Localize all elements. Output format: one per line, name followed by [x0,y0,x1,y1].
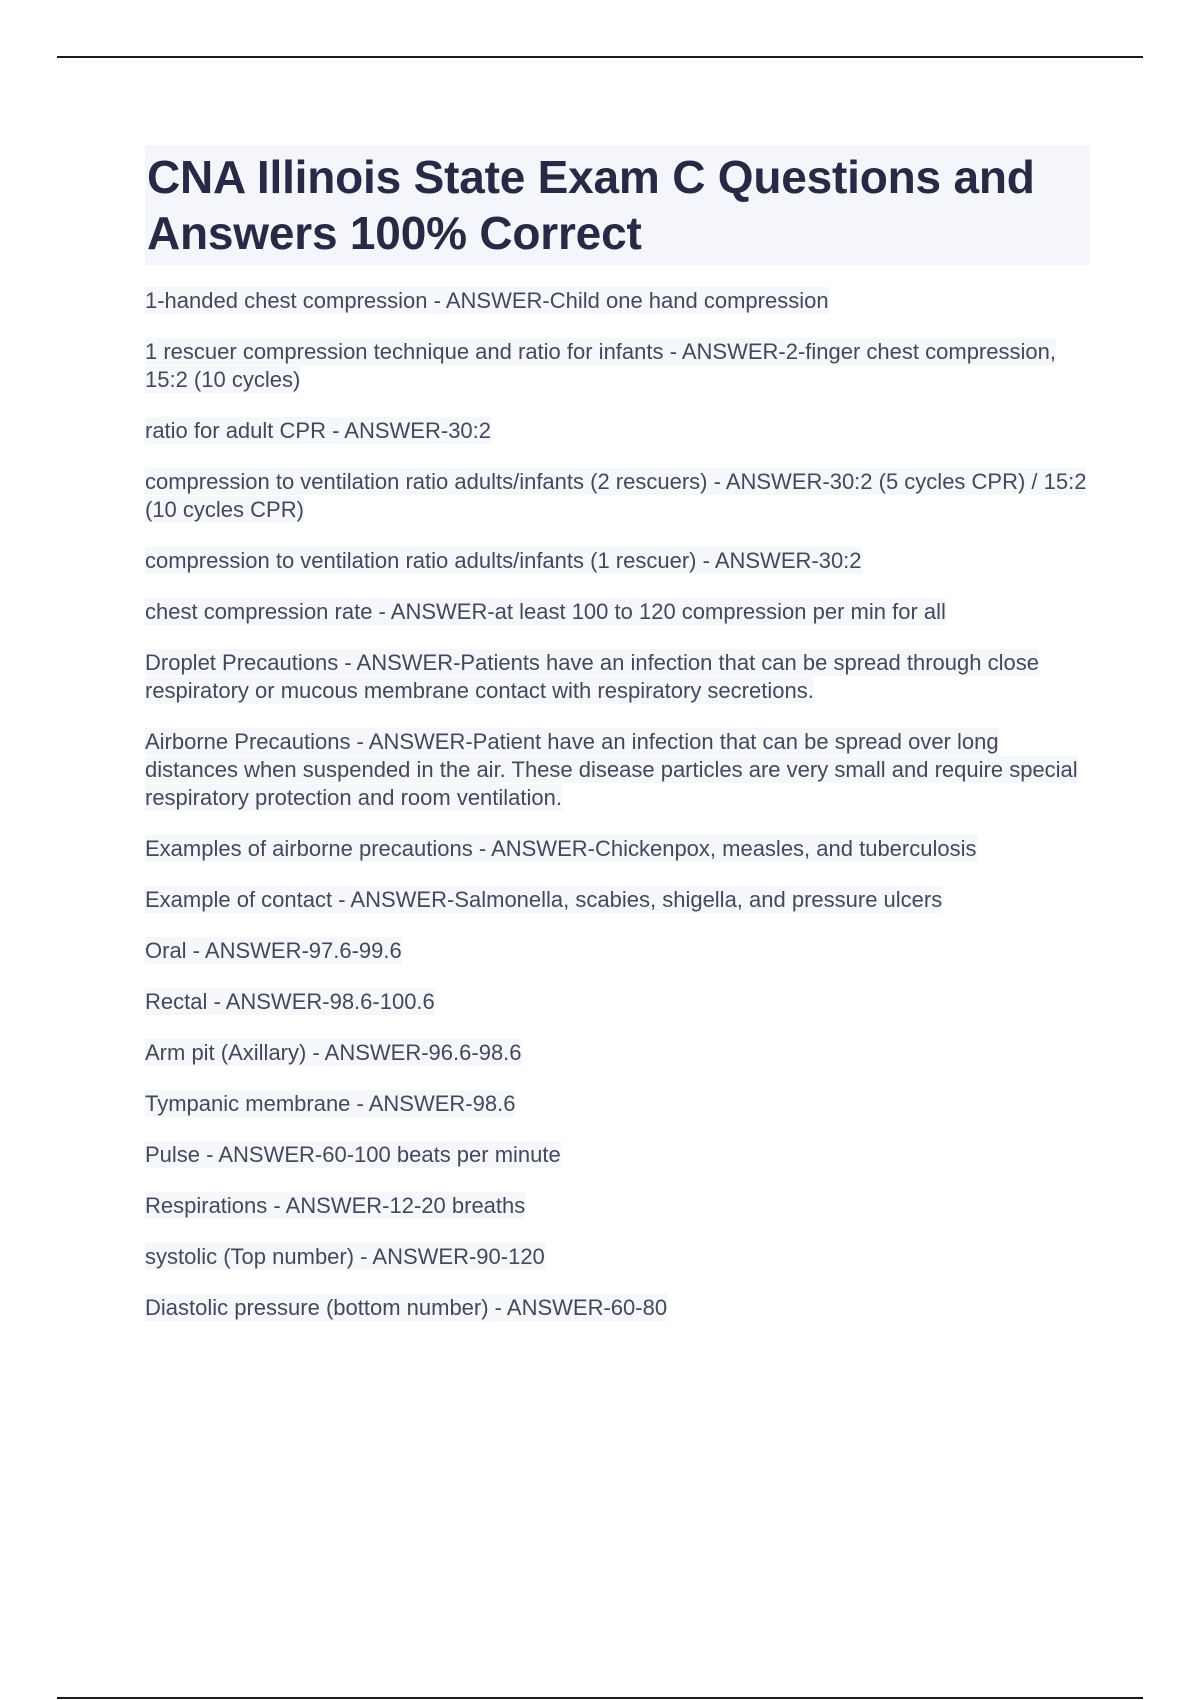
qa-item [145,937,1090,965]
qa-list [145,287,1090,1322]
qa-text: Respirations - ANSWER-12-20 breaths [145,1193,526,1218]
header-rule [57,56,1143,58]
qa-text: Oral - ANSWER-97.6-99.6 [145,938,402,963]
qa-item [145,468,1090,524]
footer-rule [57,1697,1143,1699]
qa-text: Examples of airborne precautions - ANSWER-Chickenpox, measles, and tuberculosis [145,836,977,861]
qa-text: Droplet Precautions - ANSWER-Patients have an infection that can be spread through close respiratory or mucous membrane contact with respiratory secretions. [145,650,1039,703]
document-page [145,145,1090,1345]
qa-item [145,835,1090,863]
qa-text: Arm pit (Axillary) - ANSWER-96.6-98.6 [145,1040,522,1065]
qa-text: Example of contact - ANSWER-Salmonella, scabies, shigella, and pressure ulcers [145,887,943,912]
qa-item [145,1141,1090,1169]
qa-text: Diastolic pressure (bottom number) - ANSWER-60-80 [145,1295,668,1320]
qa-text: Tympanic membrane - ANSWER-98.6 [145,1091,516,1116]
qa-item [145,988,1090,1016]
qa-text: 1 rescuer compression technique and ratio for infants - ANSWER-2-finger chest compression, 15:2 (10 cycles) [145,339,1056,392]
qa-item [145,728,1090,812]
qa-item [145,649,1090,705]
qa-item [145,287,1090,315]
qa-item [145,338,1090,394]
qa-text: Airborne Precautions - ANSWER-Patient have an infection that can be spread over long distances when suspended in the air. These disease particles are very small and require special respiratory protection and room ventilation. [145,729,1078,810]
qa-text: compression to ventilation ratio adults/infants (1 rescuer) - ANSWER-30:2 [145,548,862,573]
qa-text: systolic (Top number) - ANSWER-90-120 [145,1244,545,1269]
qa-text: Pulse - ANSWER-60-100 beats per minute [145,1142,561,1167]
document-title: CNA Illinois State Exam C Questions and Answers 100% Correct [145,145,1090,265]
qa-item [145,417,1090,445]
qa-text: 1-handed chest compression - ANSWER-Child one hand compression [145,288,829,313]
qa-item [145,1090,1090,1118]
qa-text: compression to ventilation ratio adults/infants (2 rescuers) - ANSWER-30:2 (5 cycles CPR) / 15:2 (10 cycles CPR) [145,469,1087,522]
qa-item [145,547,1090,575]
qa-text: ratio for adult CPR - ANSWER-30:2 [145,418,492,443]
qa-item [145,598,1090,626]
qa-item [145,1039,1090,1067]
qa-item [145,1192,1090,1220]
qa-item [145,1294,1090,1322]
qa-text: chest compression rate - ANSWER-at least 100 to 120 compression per min for all [145,599,946,624]
qa-item [145,886,1090,914]
qa-text: Rectal - ANSWER-98.6-100.6 [145,989,435,1014]
qa-item [145,1243,1090,1271]
